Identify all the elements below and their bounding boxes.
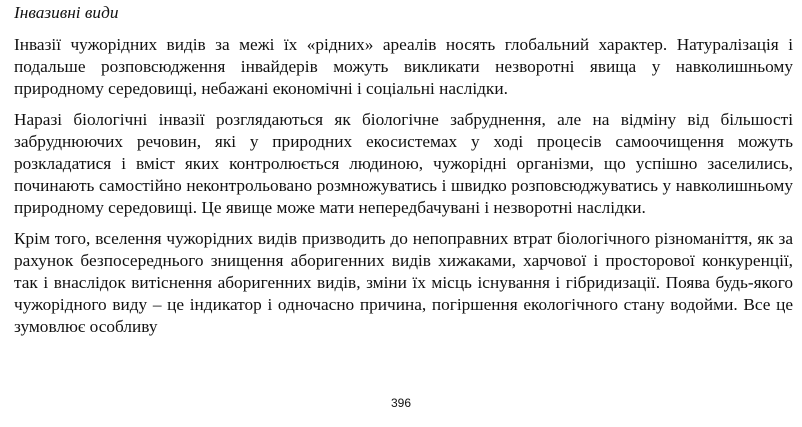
- section-heading: Інвазивні види: [14, 3, 119, 22]
- paragraph-2: Наразі біологічні інвазії розглядаються як біологічне забруднення, але на відміну від більшості забруднюючих речовин, які у природних екосистемах у ході процесів самоочищення можуть розкладатися і вміст яких контролюється людиною, чужорідні організми, що успішно заселились, починають самостійно неконтрольовано розмножуватись і швидко розповсюджуватись у навколишньому природному середовищі. Це явище може мати непередбачувані і незворотні наслідки.: [14, 110, 793, 217]
- document-page: [14, 0, 793, 347]
- paragraph-1: Інвазії чужорідних видів за межі їх «рідних» ареалів носять глобальний характер. Натуралізація і подальше розповсюдження інвайдерів можуть викликати незворотні явища у навколишньому природному середовищі, небажані економічні і соціальні наслідки.: [14, 35, 793, 98]
- paragraph-3: Крім того, вселення чужорідних видів призводить до непоправних втрат біологічного різноманіття, як за рахунок безпосереднього знищення аборигенних видів хижаками, харчової і просторової конкуренції, так і внаслідок витіснення аборигенних видів, зміни їх місць існування і гібридизації. Поява будь-якого чужорідного виду – це індикатор і одночасно причина, погіршення екологічного стану водойми. Все це зумовлює особливу: [14, 229, 793, 336]
- page-number: 396: [390, 396, 412, 410]
